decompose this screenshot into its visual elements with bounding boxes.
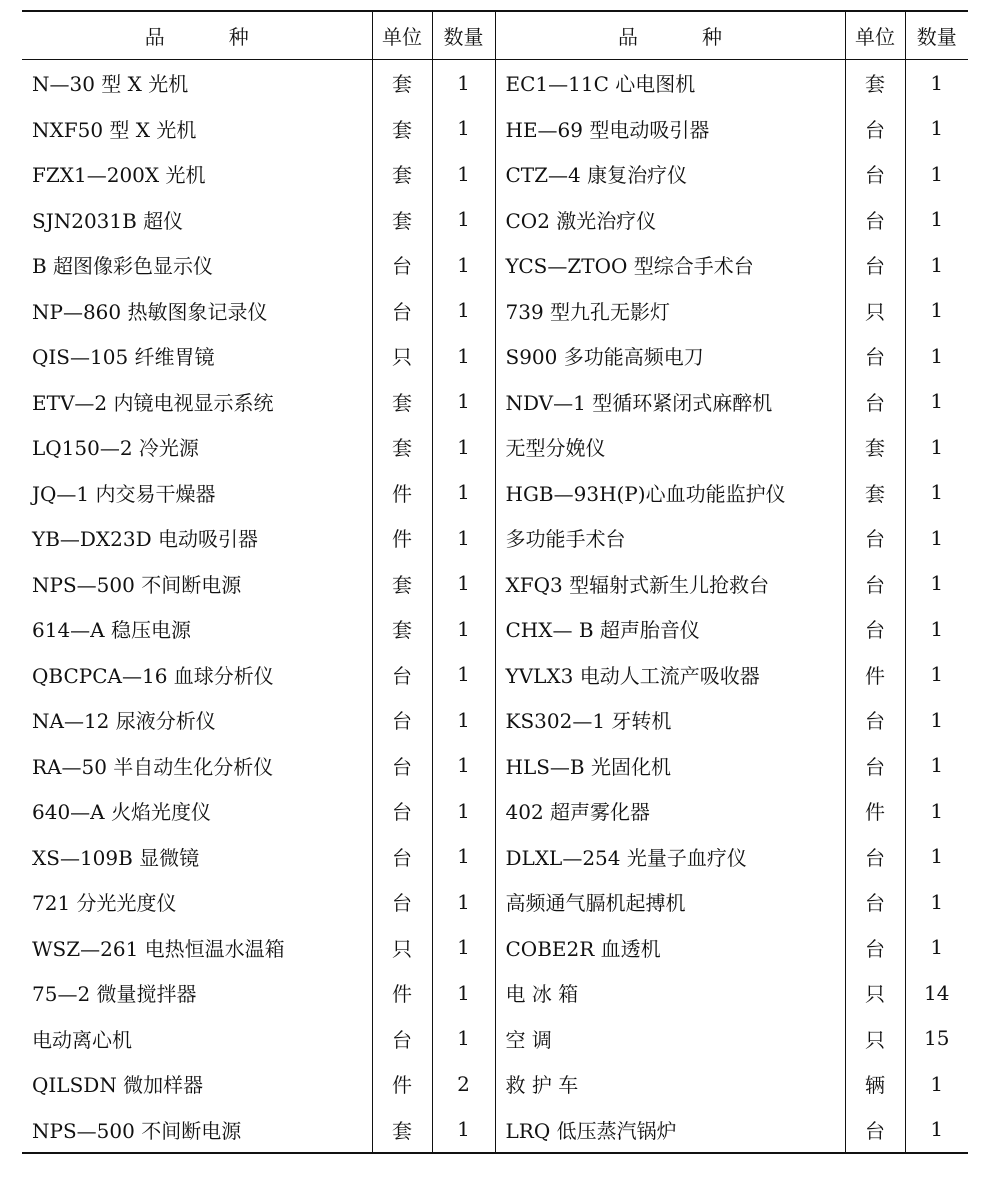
item-qty-right: 1: [905, 242, 968, 288]
table-row: [22, 1061, 968, 1107]
item-unit-right: 只: [845, 970, 905, 1016]
item-name-right: COBE2R 血透机: [495, 925, 845, 971]
header-unit-left: 单位: [372, 11, 432, 60]
table-row: [22, 515, 968, 561]
table-row: [22, 60, 968, 106]
header-name-left: 品 种: [22, 11, 372, 60]
table-row: [22, 424, 968, 470]
item-unit-right: 台: [845, 834, 905, 880]
item-qty-right: 1: [905, 925, 968, 971]
item-qty-right: 1: [905, 379, 968, 425]
item-unit-left: 套: [372, 561, 432, 607]
header-unit-right: 单位: [845, 11, 905, 60]
item-name-right: KS302—1 牙转机: [495, 697, 845, 743]
item-unit-left: 台: [372, 652, 432, 698]
item-qty-right: 1: [905, 834, 968, 880]
item-name-left: RA—50 半自动生化分析仪: [22, 743, 372, 789]
item-unit-right: 台: [845, 379, 905, 425]
item-unit-right: 台: [845, 242, 905, 288]
item-name-right: XFQ3 型辐射式新生儿抢救台: [495, 561, 845, 607]
item-qty-right: 1: [905, 333, 968, 379]
item-unit-right: 台: [845, 743, 905, 789]
item-qty-left: 1: [432, 470, 495, 516]
table-row: [22, 197, 968, 243]
item-name-left: NP—860 热敏图象记录仪: [22, 288, 372, 334]
header-qty-left: 数量: [432, 11, 495, 60]
item-unit-right: 套: [845, 424, 905, 470]
item-name-left: QIS—105 纤维胃镜: [22, 333, 372, 379]
item-unit-right: 台: [845, 515, 905, 561]
item-qty-right: 1: [905, 788, 968, 834]
item-unit-right: 只: [845, 288, 905, 334]
item-unit-left: 台: [372, 1016, 432, 1062]
item-qty-right: 1: [905, 106, 968, 152]
table-row: [22, 151, 968, 197]
item-qty-right: 1: [905, 151, 968, 197]
table-header: [22, 11, 968, 60]
item-qty-left: 1: [432, 242, 495, 288]
item-unit-left: 台: [372, 288, 432, 334]
item-name-left: SJN2031B 超仪: [22, 197, 372, 243]
item-unit-right: 套: [845, 60, 905, 106]
item-name-right: NDV—1 型循环紧闭式麻醉机: [495, 379, 845, 425]
item-unit-left: 台: [372, 834, 432, 880]
item-name-left: FZX1—200X 光机: [22, 151, 372, 197]
table-row: [22, 1107, 968, 1154]
item-unit-right: 台: [845, 106, 905, 152]
item-unit-left: 套: [372, 60, 432, 106]
item-unit-left: 套: [372, 424, 432, 470]
item-name-right: EC1—11C 心电图机: [495, 60, 845, 106]
item-name-right: CTZ—4 康复治疗仪: [495, 151, 845, 197]
item-qty-right: 1: [905, 288, 968, 334]
item-unit-left: 台: [372, 879, 432, 925]
item-unit-left: 件: [372, 1061, 432, 1107]
header-name-right: 品 种: [495, 11, 845, 60]
item-qty-right: 1: [905, 1061, 968, 1107]
item-name-right: HE—69 型电动吸引器: [495, 106, 845, 152]
item-qty-left: 1: [432, 652, 495, 698]
item-qty-left: 1: [432, 788, 495, 834]
item-name-left: QILSDN 微加样器: [22, 1061, 372, 1107]
header-row: [22, 11, 968, 60]
item-unit-left: 台: [372, 697, 432, 743]
item-qty-left: 1: [432, 970, 495, 1016]
table-row: [22, 470, 968, 516]
table-row: [22, 970, 968, 1016]
item-name-left: QBCPCA—16 血球分析仪: [22, 652, 372, 698]
item-unit-left: 件: [372, 515, 432, 561]
item-name-left: NXF50 型 X 光机: [22, 106, 372, 152]
item-qty-right: 15: [905, 1016, 968, 1062]
item-qty-right: 1: [905, 1107, 968, 1154]
item-unit-right: 辆: [845, 1061, 905, 1107]
item-qty-right: 1: [905, 424, 968, 470]
item-unit-right: 件: [845, 788, 905, 834]
item-name-right: HGB—93H(P)心血功能监护仪: [495, 470, 845, 516]
item-unit-right: 套: [845, 470, 905, 516]
item-unit-right: 台: [845, 561, 905, 607]
item-qty-left: 1: [432, 1107, 495, 1154]
item-qty-right: 1: [905, 606, 968, 652]
item-qty-right: 1: [905, 652, 968, 698]
item-unit-right: 台: [845, 333, 905, 379]
table-row: [22, 333, 968, 379]
table-row: [22, 106, 968, 152]
item-qty-right: 1: [905, 197, 968, 243]
item-name-left: 721 分光光度仪: [22, 879, 372, 925]
equipment-table: [22, 10, 968, 1154]
item-qty-left: 1: [432, 424, 495, 470]
item-name-left: WSZ—261 电热恒温水温箱: [22, 925, 372, 971]
item-name-left: LQ150—2 冷光源: [22, 424, 372, 470]
item-qty-left: 1: [432, 151, 495, 197]
item-unit-left: 套: [372, 151, 432, 197]
item-unit-right: 台: [845, 697, 905, 743]
table-row: [22, 879, 968, 925]
item-qty-left: 1: [432, 197, 495, 243]
item-unit-right: 台: [845, 606, 905, 652]
item-name-right: LRQ 低压蒸汽锅炉: [495, 1107, 845, 1154]
item-name-left: XS—109B 显微镜: [22, 834, 372, 880]
item-qty-right: 1: [905, 743, 968, 789]
item-name-left: 电动离心机: [22, 1016, 372, 1062]
item-unit-left: 台: [372, 788, 432, 834]
item-unit-left: 套: [372, 1107, 432, 1154]
item-unit-left: 套: [372, 606, 432, 652]
item-qty-left: 2: [432, 1061, 495, 1107]
item-name-right: S900 多功能高频电刀: [495, 333, 845, 379]
item-name-left: 614—A 稳压电源: [22, 606, 372, 652]
item-qty-right: 1: [905, 470, 968, 516]
item-name-right: 空 调: [495, 1016, 845, 1062]
item-name-right: YCS—ZTOO 型综合手术台: [495, 242, 845, 288]
table-row: [22, 379, 968, 425]
item-name-right: 402 超声雾化器: [495, 788, 845, 834]
item-name-left: 75—2 微量搅拌器: [22, 970, 372, 1016]
item-name-right: HLS—B 光固化机: [495, 743, 845, 789]
item-qty-right: 1: [905, 561, 968, 607]
table-row: [22, 925, 968, 971]
item-qty-left: 1: [432, 561, 495, 607]
table-row: [22, 788, 968, 834]
item-name-right: 无型分娩仪: [495, 424, 845, 470]
table-row: [22, 242, 968, 288]
item-name-left: ETV—2 内镜电视显示系统: [22, 379, 372, 425]
equipment-list-page: [22, 10, 968, 1154]
item-name-left: NPS—500 不间断电源: [22, 1107, 372, 1154]
item-name-left: NPS—500 不间断电源: [22, 561, 372, 607]
item-name-right: 高频通气膈机起搏机: [495, 879, 845, 925]
item-unit-right: 只: [845, 1016, 905, 1062]
item-qty-left: 1: [432, 1016, 495, 1062]
item-unit-right: 台: [845, 925, 905, 971]
item-unit-right: 件: [845, 652, 905, 698]
item-name-right: YVLX3 电动人工流产吸收器: [495, 652, 845, 698]
table-row: [22, 652, 968, 698]
item-qty-right: 1: [905, 515, 968, 561]
item-name-right: 739 型九孔无影灯: [495, 288, 845, 334]
item-unit-left: 件: [372, 970, 432, 1016]
item-qty-left: 1: [432, 60, 495, 106]
item-name-left: N—30 型 X 光机: [22, 60, 372, 106]
item-qty-right: 14: [905, 970, 968, 1016]
item-qty-left: 1: [432, 106, 495, 152]
item-name-left: 640—A 火焰光度仪: [22, 788, 372, 834]
item-qty-left: 1: [432, 515, 495, 561]
item-unit-left: 只: [372, 333, 432, 379]
item-name-right: 救 护 车: [495, 1061, 845, 1107]
item-unit-right: 台: [845, 197, 905, 243]
item-qty-left: 1: [432, 288, 495, 334]
item-name-left: YB—DX23D 电动吸引器: [22, 515, 372, 561]
table-row: [22, 561, 968, 607]
item-unit-left: 套: [372, 379, 432, 425]
table-row: [22, 743, 968, 789]
item-unit-right: 台: [845, 151, 905, 197]
table-row: [22, 834, 968, 880]
item-unit-left: 套: [372, 197, 432, 243]
item-qty-left: 1: [432, 834, 495, 880]
item-unit-right: 台: [845, 1107, 905, 1154]
item-unit-left: 台: [372, 743, 432, 789]
item-name-left: B 超图像彩色显示仪: [22, 242, 372, 288]
item-unit-left: 台: [372, 242, 432, 288]
table-row: [22, 697, 968, 743]
table-row: [22, 606, 968, 652]
item-qty-right: 1: [905, 60, 968, 106]
table-body: [22, 60, 968, 1154]
item-unit-left: 套: [372, 106, 432, 152]
item-qty-left: 1: [432, 606, 495, 652]
item-qty-left: 1: [432, 333, 495, 379]
table-row: [22, 1016, 968, 1062]
item-name-left: NA—12 尿液分析仪: [22, 697, 372, 743]
item-unit-left: 只: [372, 925, 432, 971]
item-name-right: DLXL—254 光量子血疗仪: [495, 834, 845, 880]
table-row: [22, 288, 968, 334]
item-qty-left: 1: [432, 379, 495, 425]
item-unit-right: 台: [845, 879, 905, 925]
item-unit-left: 件: [372, 470, 432, 516]
item-name-right: CHX— B 超声胎音仪: [495, 606, 845, 652]
item-qty-right: 1: [905, 697, 968, 743]
item-qty-left: 1: [432, 925, 495, 971]
item-qty-right: 1: [905, 879, 968, 925]
item-name-right: 电 冰 箱: [495, 970, 845, 1016]
item-name-left: JQ—1 内交易干燥器: [22, 470, 372, 516]
item-qty-left: 1: [432, 697, 495, 743]
item-name-right: CO2 激光治疗仪: [495, 197, 845, 243]
header-qty-right: 数量: [905, 11, 968, 60]
item-qty-left: 1: [432, 743, 495, 789]
item-name-right: 多功能手术台: [495, 515, 845, 561]
item-qty-left: 1: [432, 879, 495, 925]
